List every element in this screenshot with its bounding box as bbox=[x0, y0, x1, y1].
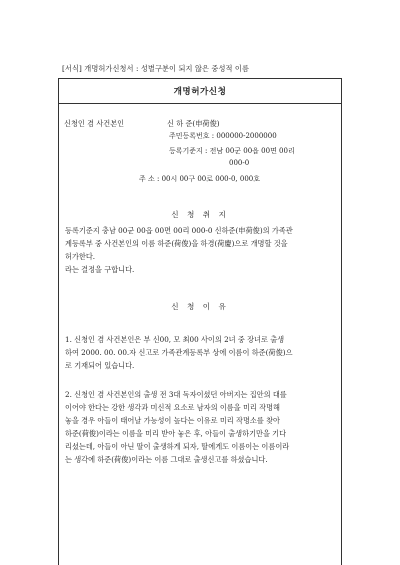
address-label: 주 소 bbox=[139, 175, 155, 183]
applicant-label: 신청인 겸 사건본인 bbox=[64, 119, 125, 128]
purpose-line: 허가한다. bbox=[65, 252, 96, 261]
purpose-line: 등록기준지 충남 00군 00읍 00면 00리 000-0 신하준(申荷俊)의 가족관 bbox=[65, 226, 293, 235]
reason2-line: 리셨는데, 아들이 아닌 딸이 출생하게 되자, 딸에게도 이름이는 이름이라 bbox=[65, 442, 290, 451]
purpose-paragraph bbox=[65, 224, 337, 276]
purpose-heading: 신 청 취 지 bbox=[171, 210, 229, 219]
document-title: 개명허가신청 bbox=[173, 87, 227, 97]
family-register-line2: 000-0 bbox=[229, 159, 250, 167]
reason2-line: 이어야 한다는 강한 생각과 미신적 요소로 남자의 이름을 미리 작명해 bbox=[65, 403, 280, 412]
reason-paragraph-2 bbox=[65, 388, 337, 466]
family-register-line1: 등록기준지 : 전남 00군 00읍 00면 00리 bbox=[169, 147, 295, 155]
reason-heading: 신 청 이 유 bbox=[171, 302, 229, 311]
address-row bbox=[139, 173, 260, 185]
purpose-line: 계등록부 중 사건본인의 이름 하준(荷俊)을 하경(荷慶)으로 개명할 것을 bbox=[65, 239, 288, 248]
reason2-line: 2. 신청인 겸 사건본인의 출생 전 3대 독자이셨던 아버지는 집안의 대를 bbox=[65, 390, 287, 399]
reason1-line: 하여 2000. 00. 00.자 신고로 가족관계등록부 상에 이름이 하준(荷俊)으 bbox=[65, 348, 293, 357]
reason2-line: 놓을 경우 아들이 태어날 가능성이 높다는 이유로 미리 작명소를 찾아 bbox=[65, 416, 280, 425]
application-form-frame bbox=[58, 78, 342, 565]
reason1-line: 1. 신청인 겸 사건본인은 부 신00, 모 최00 사이의 2녀 중 장녀로 출생 bbox=[65, 335, 285, 344]
resident-number: 주민등록번호 : 000000-2000000 bbox=[169, 132, 277, 140]
form-caption: [서식] 개명허가신청서 : 성별구분이 되지 않은 중성적 이름 bbox=[62, 64, 250, 73]
address-value: : 00시 00구 00로 000-0, 000호 bbox=[156, 175, 261, 183]
reason-paragraph-1 bbox=[65, 333, 337, 372]
reason2-line: 는 생각에 하준(荷俊)이라는 이름 그대로 출생신고를 하셨습니다. bbox=[65, 455, 268, 464]
applicant-name: 신 하 준(申荷俊) bbox=[167, 119, 220, 128]
reason2-line: 하준(荷俊)이라는 이름을 미리 받아 놓은 후, 아들이 출생하기만을 기다 bbox=[65, 429, 287, 438]
purpose-line: 라는 결정을 구합니다. bbox=[65, 265, 135, 274]
reason1-line: 로 기재되어 있습니다. bbox=[65, 361, 135, 370]
title-divider bbox=[59, 103, 341, 104]
